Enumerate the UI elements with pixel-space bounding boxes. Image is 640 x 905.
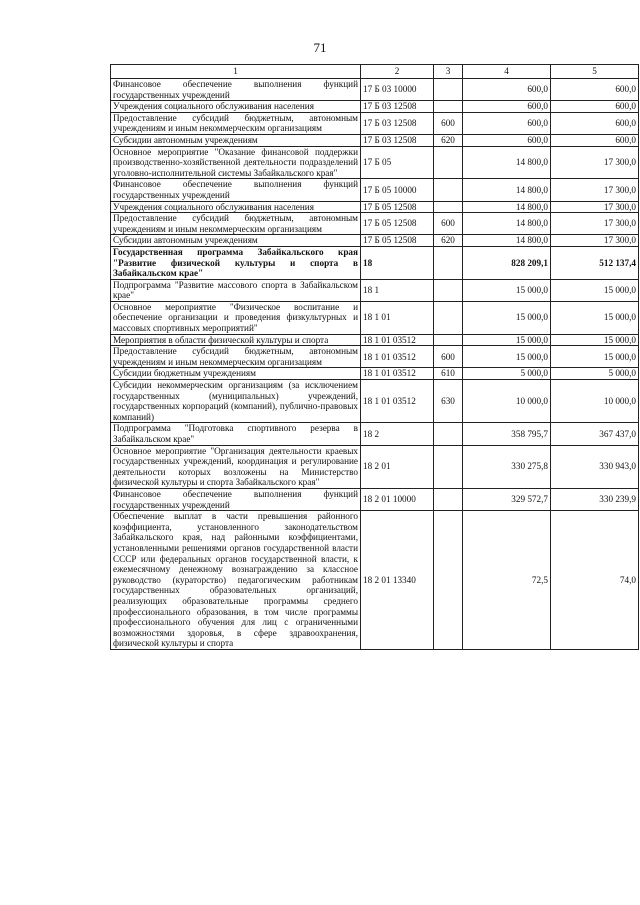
row-expense-type-cell: 630 [434, 380, 463, 423]
table-row [111, 511, 639, 650]
row-expense-type-cell [434, 511, 463, 650]
row-value-2024-cell: 15 000,0 [551, 334, 639, 346]
row-name-cell: Предоставление субсидий бюджетным, автономным учреждениям и иным некоммерческим организациям [111, 112, 361, 134]
row-name-cell: Финансовое обеспечение выполнения функций государственных учреждений [111, 79, 361, 101]
table-row [111, 423, 639, 445]
row-value-2024-cell: 10 000,0 [551, 380, 639, 423]
row-expense-type-cell [434, 179, 463, 201]
row-value-2023-cell: 5 000,0 [463, 368, 551, 380]
row-code-cell: 17 Б 03 12508 [361, 112, 434, 134]
table-row [111, 201, 639, 213]
row-name-cell: Подпрограмма "Подготовка спортивного резерва в Забайкальском крае" [111, 423, 361, 445]
row-code-cell: 17 Б 05 12508 [361, 235, 434, 247]
row-name-cell: Учреждения социального обслуживания населения [111, 201, 361, 213]
row-code-cell: 17 Б 05 [361, 146, 434, 179]
row-value-2023-cell: 330 275,8 [463, 445, 551, 488]
row-value-2024-cell: 367 437,0 [551, 423, 639, 445]
header-col-4: 4 [463, 65, 551, 79]
table-row [111, 279, 639, 301]
row-name-cell: Субсидии некоммерческим организациям (за исключением государственных (муниципальных) учреждений, государственных корпораций (компаний), публично-правовых компаний) [111, 380, 361, 423]
row-expense-type-cell [434, 488, 463, 510]
row-code-cell: 17 Б 05 10000 [361, 179, 434, 201]
table-row [111, 368, 639, 380]
row-code-cell: 17 Б 05 12508 [361, 213, 434, 235]
table-row [111, 235, 639, 247]
row-value-2024-cell: 600,0 [551, 101, 639, 113]
row-value-2023-cell: 14 800,0 [463, 201, 551, 213]
row-code-cell: 18 1 01 03512 [361, 380, 434, 423]
table-row [111, 213, 639, 235]
row-value-2023-cell: 828 209,1 [463, 246, 551, 279]
row-expense-type-cell [434, 101, 463, 113]
row-name-cell: Субсидии автономным учреждениям [111, 134, 361, 146]
row-value-2023-cell: 14 800,0 [463, 179, 551, 201]
row-code-cell: 17 Б 03 10000 [361, 79, 434, 101]
row-expense-type-cell [434, 246, 463, 279]
row-value-2024-cell: 5 000,0 [551, 368, 639, 380]
table-row [111, 179, 639, 201]
table-header-row [111, 65, 639, 79]
row-value-2023-cell: 600,0 [463, 79, 551, 101]
row-name-cell: Предоставление субсидий бюджетным, автономным учреждениям и иным некоммерческим организациям [111, 346, 361, 368]
table-row [111, 346, 639, 368]
row-value-2023-cell: 358 795,7 [463, 423, 551, 445]
row-expense-type-cell: 600 [434, 346, 463, 368]
row-value-2024-cell: 600,0 [551, 134, 639, 146]
row-value-2024-cell: 17 300,0 [551, 201, 639, 213]
table-row [111, 246, 639, 279]
row-name-cell: Мероприятия в области физической культуры и спорта [111, 334, 361, 346]
budget-table [110, 64, 639, 650]
row-value-2023-cell: 15 000,0 [463, 346, 551, 368]
row-value-2024-cell: 17 300,0 [551, 235, 639, 247]
table-row [111, 334, 639, 346]
page-number: 71 [313, 40, 327, 55]
row-code-cell: 17 Б 03 12508 [361, 134, 434, 146]
header-col-1: 1 [111, 65, 361, 79]
row-expense-type-cell [434, 279, 463, 301]
row-code-cell: 18 1 01 03512 [361, 368, 434, 380]
row-value-2024-cell: 512 137,4 [551, 246, 639, 279]
header-col-3: 3 [434, 65, 463, 79]
table-row [111, 112, 639, 134]
row-expense-type-cell: 600 [434, 112, 463, 134]
row-code-cell: 17 Б 03 12508 [361, 101, 434, 113]
row-name-cell: Обеспечение выплат в части превышения районного коэффициента, установленного законодательством Забайкальского края, над районными коэффициентами, установленными решениями органов государственной власти СССР или федеральных органов государственной власти, к ежемесячному денежному вознаграждению за классное руководство (кураторство) педагогическим работникам государственных образовательных организаций, реализующих образовательные программы среднего профессионального образования, в том числе программы профессионального обучения для лиц с ограниченными возможностями здоровья, в сфере здравоохранения, физической культуры и спорта [111, 511, 361, 650]
row-value-2024-cell: 74,0 [551, 511, 639, 650]
table-row [111, 134, 639, 146]
row-value-2024-cell: 15 000,0 [551, 346, 639, 368]
row-value-2023-cell: 15 000,0 [463, 279, 551, 301]
row-name-cell: Субсидии бюджетным учреждениям [111, 368, 361, 380]
row-value-2024-cell: 17 300,0 [551, 179, 639, 201]
row-code-cell: 18 2 [361, 423, 434, 445]
row-code-cell: 18 2 01 10000 [361, 488, 434, 510]
table-row [111, 101, 639, 113]
row-expense-type-cell [434, 423, 463, 445]
row-value-2023-cell: 14 800,0 [463, 213, 551, 235]
row-value-2023-cell: 600,0 [463, 134, 551, 146]
row-value-2023-cell: 329 572,7 [463, 488, 551, 510]
row-value-2023-cell: 14 800,0 [463, 235, 551, 247]
row-value-2024-cell: 17 300,0 [551, 146, 639, 179]
row-value-2023-cell: 15 000,0 [463, 301, 551, 334]
row-code-cell: 18 1 [361, 279, 434, 301]
row-value-2024-cell: 15 000,0 [551, 279, 639, 301]
row-value-2024-cell: 600,0 [551, 79, 639, 101]
row-code-cell: 18 2 01 13340 [361, 511, 434, 650]
row-code-cell: 18 [361, 246, 434, 279]
row-code-cell: 18 1 01 03512 [361, 334, 434, 346]
row-name-cell: Основное мероприятие "Физическое воспитание и обеспечение организации и проведения физкультурных и массовых спортивных мероприятий" [111, 301, 361, 334]
row-expense-type-cell: 620 [434, 134, 463, 146]
row-name-cell: Финансовое обеспечение выполнения функций государственных учреждений [111, 488, 361, 510]
table-row [111, 301, 639, 334]
row-expense-type-cell: 620 [434, 235, 463, 247]
row-name-cell: Государственная программа Забайкальского края "Развитие физической культуры и спорта в Забайкальском крае" [111, 246, 361, 279]
row-value-2023-cell: 600,0 [463, 101, 551, 113]
row-expense-type-cell: 600 [434, 213, 463, 235]
header-col-2: 2 [361, 65, 434, 79]
row-name-cell: Основное мероприятие "Организация деятельности краевых государственных учреждений, координация и регулирование деятельности которых возложены на Министерство физической культуры и спорта Забайкальского края" [111, 445, 361, 488]
row-code-cell: 18 2 01 [361, 445, 434, 488]
row-expense-type-cell [434, 146, 463, 179]
row-code-cell: 18 1 01 03512 [361, 346, 434, 368]
table-row [111, 488, 639, 510]
row-value-2023-cell: 600,0 [463, 112, 551, 134]
row-name-cell: Субсидии автономным учреждениям [111, 235, 361, 247]
row-name-cell: Предоставление субсидий бюджетным, автономным учреждениям и иным некоммерческим организациям [111, 213, 361, 235]
row-value-2023-cell: 14 800,0 [463, 146, 551, 179]
row-name-cell: Основное мероприятие "Оказание финансовой поддержки производственно-хозяйственной деятельности подразделений уголовно-исполнительной системы Забайкальского края" [111, 146, 361, 179]
row-expense-type-cell [434, 301, 463, 334]
row-name-cell: Финансовое обеспечение выполнения функций государственных учреждений [111, 179, 361, 201]
row-expense-type-cell: 610 [434, 368, 463, 380]
row-value-2024-cell: 17 300,0 [551, 213, 639, 235]
table-body [111, 79, 639, 650]
row-name-cell: Подпрограмма "Развитие массового спорта в Забайкальском крае" [111, 279, 361, 301]
table-row [111, 146, 639, 179]
table-row [111, 445, 639, 488]
row-value-2024-cell: 600,0 [551, 112, 639, 134]
table-row [111, 79, 639, 101]
row-expense-type-cell [434, 334, 463, 346]
row-value-2023-cell: 72,5 [463, 511, 551, 650]
row-value-2023-cell: 15 000,0 [463, 334, 551, 346]
header-col-5: 5 [551, 65, 639, 79]
row-code-cell: 17 Б 05 12508 [361, 201, 434, 213]
row-value-2024-cell: 330 943,0 [551, 445, 639, 488]
row-expense-type-cell [434, 445, 463, 488]
row-name-cell: Учреждения социального обслуживания населения [111, 101, 361, 113]
row-value-2024-cell: 15 000,0 [551, 301, 639, 334]
row-value-2024-cell: 330 239,9 [551, 488, 639, 510]
row-value-2023-cell: 10 000,0 [463, 380, 551, 423]
row-expense-type-cell [434, 201, 463, 213]
row-code-cell: 18 1 01 [361, 301, 434, 334]
row-expense-type-cell [434, 79, 463, 101]
table-row [111, 380, 639, 423]
